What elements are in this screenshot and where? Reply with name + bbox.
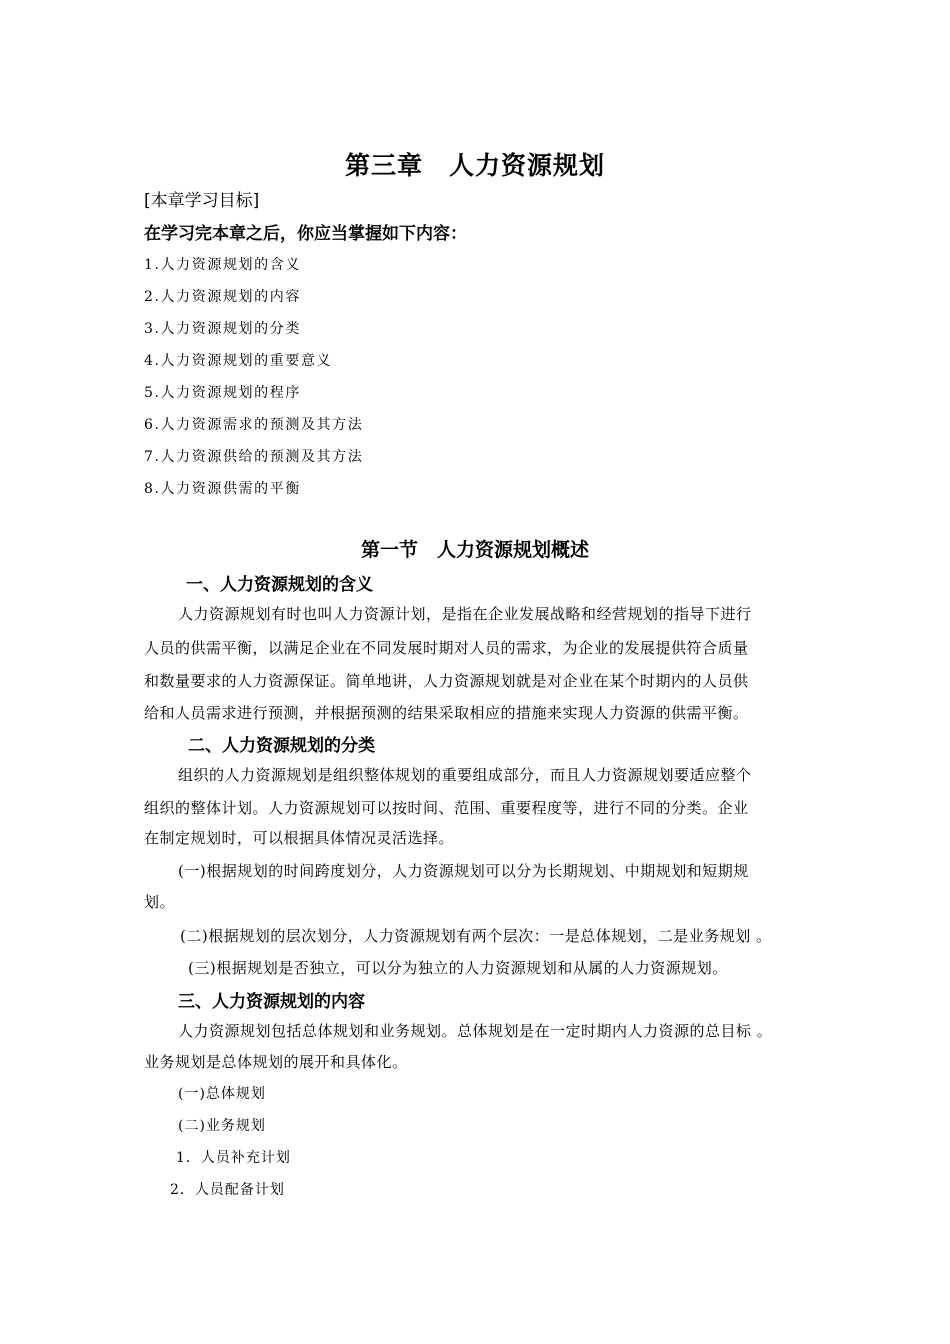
sub-heading: (一)总体规划 <box>178 1086 266 1102</box>
objective-item: 1.人力资源规划的含义 <box>144 257 301 273</box>
paragraph-line: 组织的整体计划。人力资源规划可以按时间、范围、重要程度等，进行不同的分类。企业 <box>144 799 749 817</box>
objective-item: 6.人力资源需求的预测及其方法 <box>144 417 364 433</box>
paragraph-line: 人力资源规划包括总体规划和业务规划。总体规划是在一定时期内人力资源的总目标 。 <box>178 1022 773 1040</box>
paragraph-line: 人力资源规划有时也叫人力资源计划，是指在企业发展战略和经营规划的指导下进行 <box>178 605 752 623</box>
paragraph-line: 业务规划是总体规划的展开和具体化。 <box>144 1053 408 1071</box>
chapter-title: 第三章 人力资源规划 <box>344 151 605 180</box>
plan-item: 2．人员配备计划 <box>170 1182 285 1198</box>
paragraph-line: 和数量要求的人力资源保证。简单地讲，人力资源规划就是对企业在某个时期内的人员供 <box>144 672 749 690</box>
objectives-intro: 在学习完本章之后，你应当掌握如下内容： <box>144 224 467 244</box>
part3-heading: 三、人力资源规划的内容 <box>178 992 365 1012</box>
objective-item: 4.人力资源规划的重要意义 <box>144 353 333 369</box>
part1-heading: 一、人力资源规划的含义 <box>186 575 373 595</box>
objective-item: 8.人力资源供需的平衡 <box>144 481 301 497</box>
objective-item: 2.人力资源规划的内容 <box>144 289 301 305</box>
paragraph-line: 在制定规划时，可以根据具体情况灵活选择。 <box>144 829 455 847</box>
objective-item: 5.人力资源规划的程序 <box>144 385 301 401</box>
paragraph-line: (二)根据规划的层次划分，人力资源规划有两个层次：一是总体规划，二是业务规划 。 <box>180 927 772 945</box>
paragraph-line: (三)根据规划是否独立，可以分为独立的人力资源规划和从属的人力资源规划。 <box>188 959 728 977</box>
objectives-label: [本章学习目标] <box>144 191 260 211</box>
plan-item: 1．人员补充计划 <box>176 1150 291 1166</box>
paragraph-line: (一)根据规划的时间跨度划分，人力资源规划可以分为长期规划、中期规划和短期规 <box>178 862 749 880</box>
paragraph-line: 给和人员需求进行预测，并根据预测的结果采取相应的措施来实现人力资源的供需平衡。 <box>144 704 749 722</box>
paragraph-line: 组织的人力资源规划是组织整体规划的重要组成部分，而且人力资源规划要适应整个 <box>178 766 752 784</box>
objective-item: 3.人力资源规划的分类 <box>144 321 301 337</box>
part2-heading: 二、人力资源规划的分类 <box>188 736 375 756</box>
paragraph-line: 划。 <box>144 893 176 911</box>
objective-item: 7.人力资源供给的预测及其方法 <box>144 449 364 465</box>
sub-heading: (二)业务规划 <box>178 1118 266 1134</box>
section-title: 第一节 人力资源规划概述 <box>360 539 589 561</box>
paragraph-line: 人员的供需平衡，以满足企业在不同发展时期对人员的需求，为企业的发展提供符合质量 <box>144 639 749 657</box>
